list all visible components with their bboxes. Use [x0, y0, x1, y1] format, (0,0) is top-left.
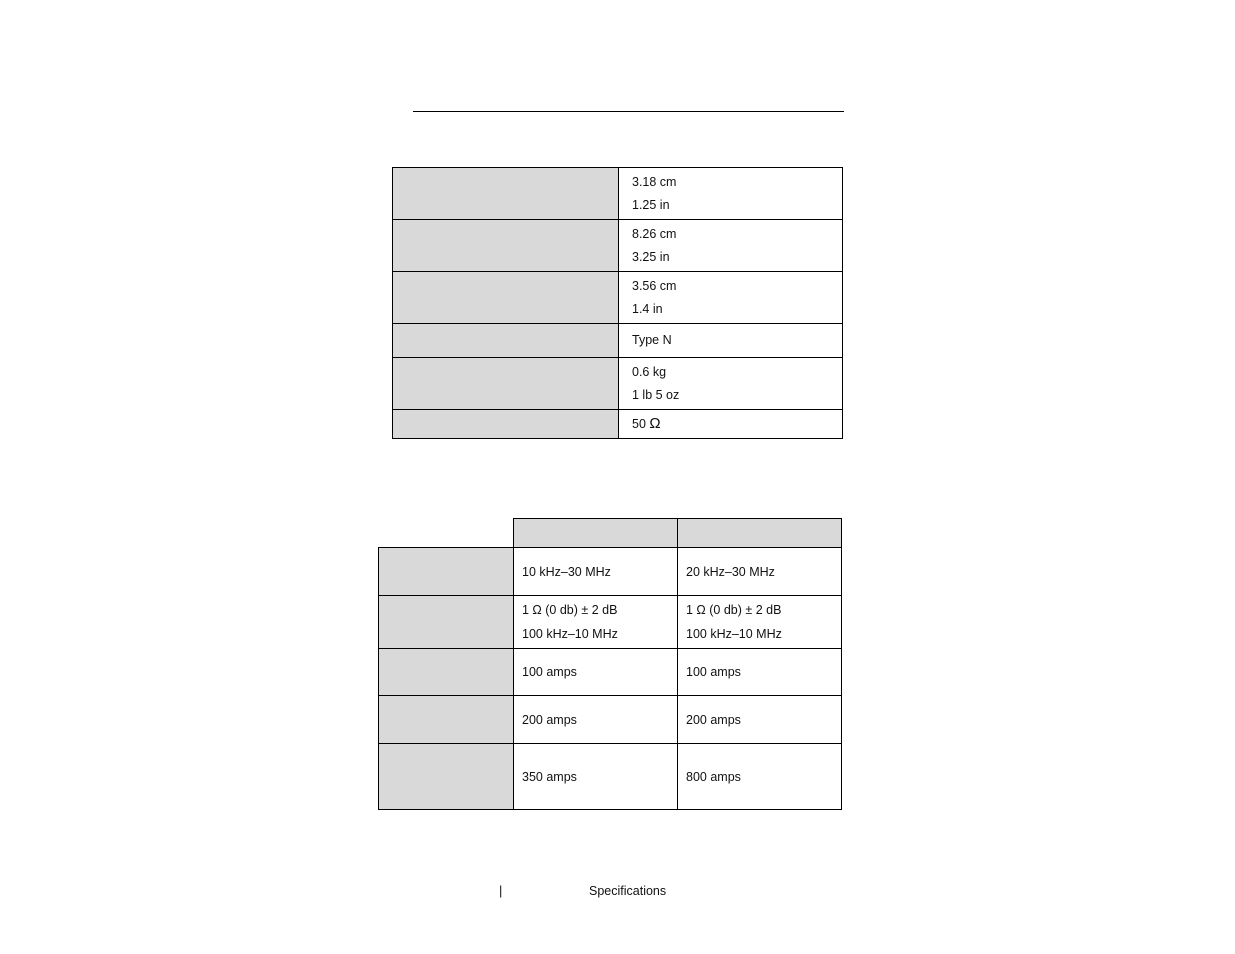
row-label-cell [393, 272, 619, 324]
row-label-cell [379, 744, 514, 810]
table-row [379, 696, 842, 744]
value-cell [678, 696, 842, 744]
table-row [393, 168, 843, 220]
table-row [393, 358, 843, 410]
table-row [393, 220, 843, 272]
row-label-cell [379, 696, 514, 744]
electrical-specifications-table [378, 518, 842, 810]
value-imperial: 1 lb 5 oz [632, 387, 680, 402]
value-text: 200 amps [522, 712, 577, 727]
row-label-cell [393, 358, 619, 410]
value-imperial: 1.4 in [632, 301, 663, 316]
footer-section-title: Specifications [589, 884, 667, 898]
value-text: 100 amps [686, 665, 741, 679]
ohm-symbol: Ω [649, 415, 661, 432]
header-rule [413, 111, 844, 112]
value-text: 800 amps [686, 769, 741, 784]
table-row [393, 324, 843, 358]
value-connector: Type N [632, 333, 672, 347]
row-label-cell [393, 168, 619, 220]
value-cell [619, 410, 843, 439]
column-header [514, 519, 678, 548]
table-row [379, 596, 842, 649]
value-cell [678, 649, 842, 696]
value-text: 10 kHz–30 MHz [522, 564, 611, 579]
table-header-row [379, 519, 842, 548]
value-text: 100 amps [522, 665, 577, 679]
value-cell [514, 596, 678, 649]
value-cell [678, 596, 842, 649]
row-label-cell [379, 548, 514, 596]
value-cell [678, 548, 842, 596]
row-label-cell [393, 410, 619, 439]
value-cell [619, 220, 843, 272]
value-cell [619, 324, 843, 358]
value-text: 100 kHz–10 MHz [522, 627, 618, 641]
value-metric: 3.56 cm [632, 278, 677, 293]
row-label-cell [393, 324, 619, 358]
value-text: 200 amps [686, 712, 741, 727]
value-cell [514, 744, 678, 810]
value-text: 1 Ω (0 db) ± 2 dB [522, 603, 618, 617]
table-row [379, 649, 842, 696]
table-row [379, 744, 842, 810]
impedance-value: 50 [632, 417, 646, 431]
value-cell [619, 358, 843, 410]
value-metric: 0.6 kg [632, 364, 667, 379]
column-header [678, 519, 842, 548]
table-row [379, 548, 842, 596]
row-label-cell [393, 220, 619, 272]
value-cell [514, 696, 678, 744]
value-text: 20 kHz–30 MHz [686, 564, 775, 579]
value-cell [514, 649, 678, 696]
value-metric: 3.18 cm [632, 174, 677, 189]
physical-specifications-table [392, 167, 843, 439]
value-cell [619, 272, 843, 324]
footer-separator: | [499, 883, 503, 898]
value-imperial: 3.25 in [632, 249, 670, 264]
value-cell [514, 548, 678, 596]
value-text: 350 amps [522, 769, 577, 784]
value-cell [619, 168, 843, 220]
row-label-cell [379, 596, 514, 649]
table-row [393, 410, 843, 439]
value-metric: 8.26 cm [632, 226, 677, 241]
table-row [393, 272, 843, 324]
value-text: 100 kHz–10 MHz [686, 627, 782, 641]
value-imperial: 1.25 in [632, 197, 670, 212]
header-corner [379, 519, 514, 548]
value-text: 1 Ω (0 db) ± 2 dB [686, 603, 782, 617]
row-label-cell [379, 649, 514, 696]
value-cell [678, 744, 842, 810]
